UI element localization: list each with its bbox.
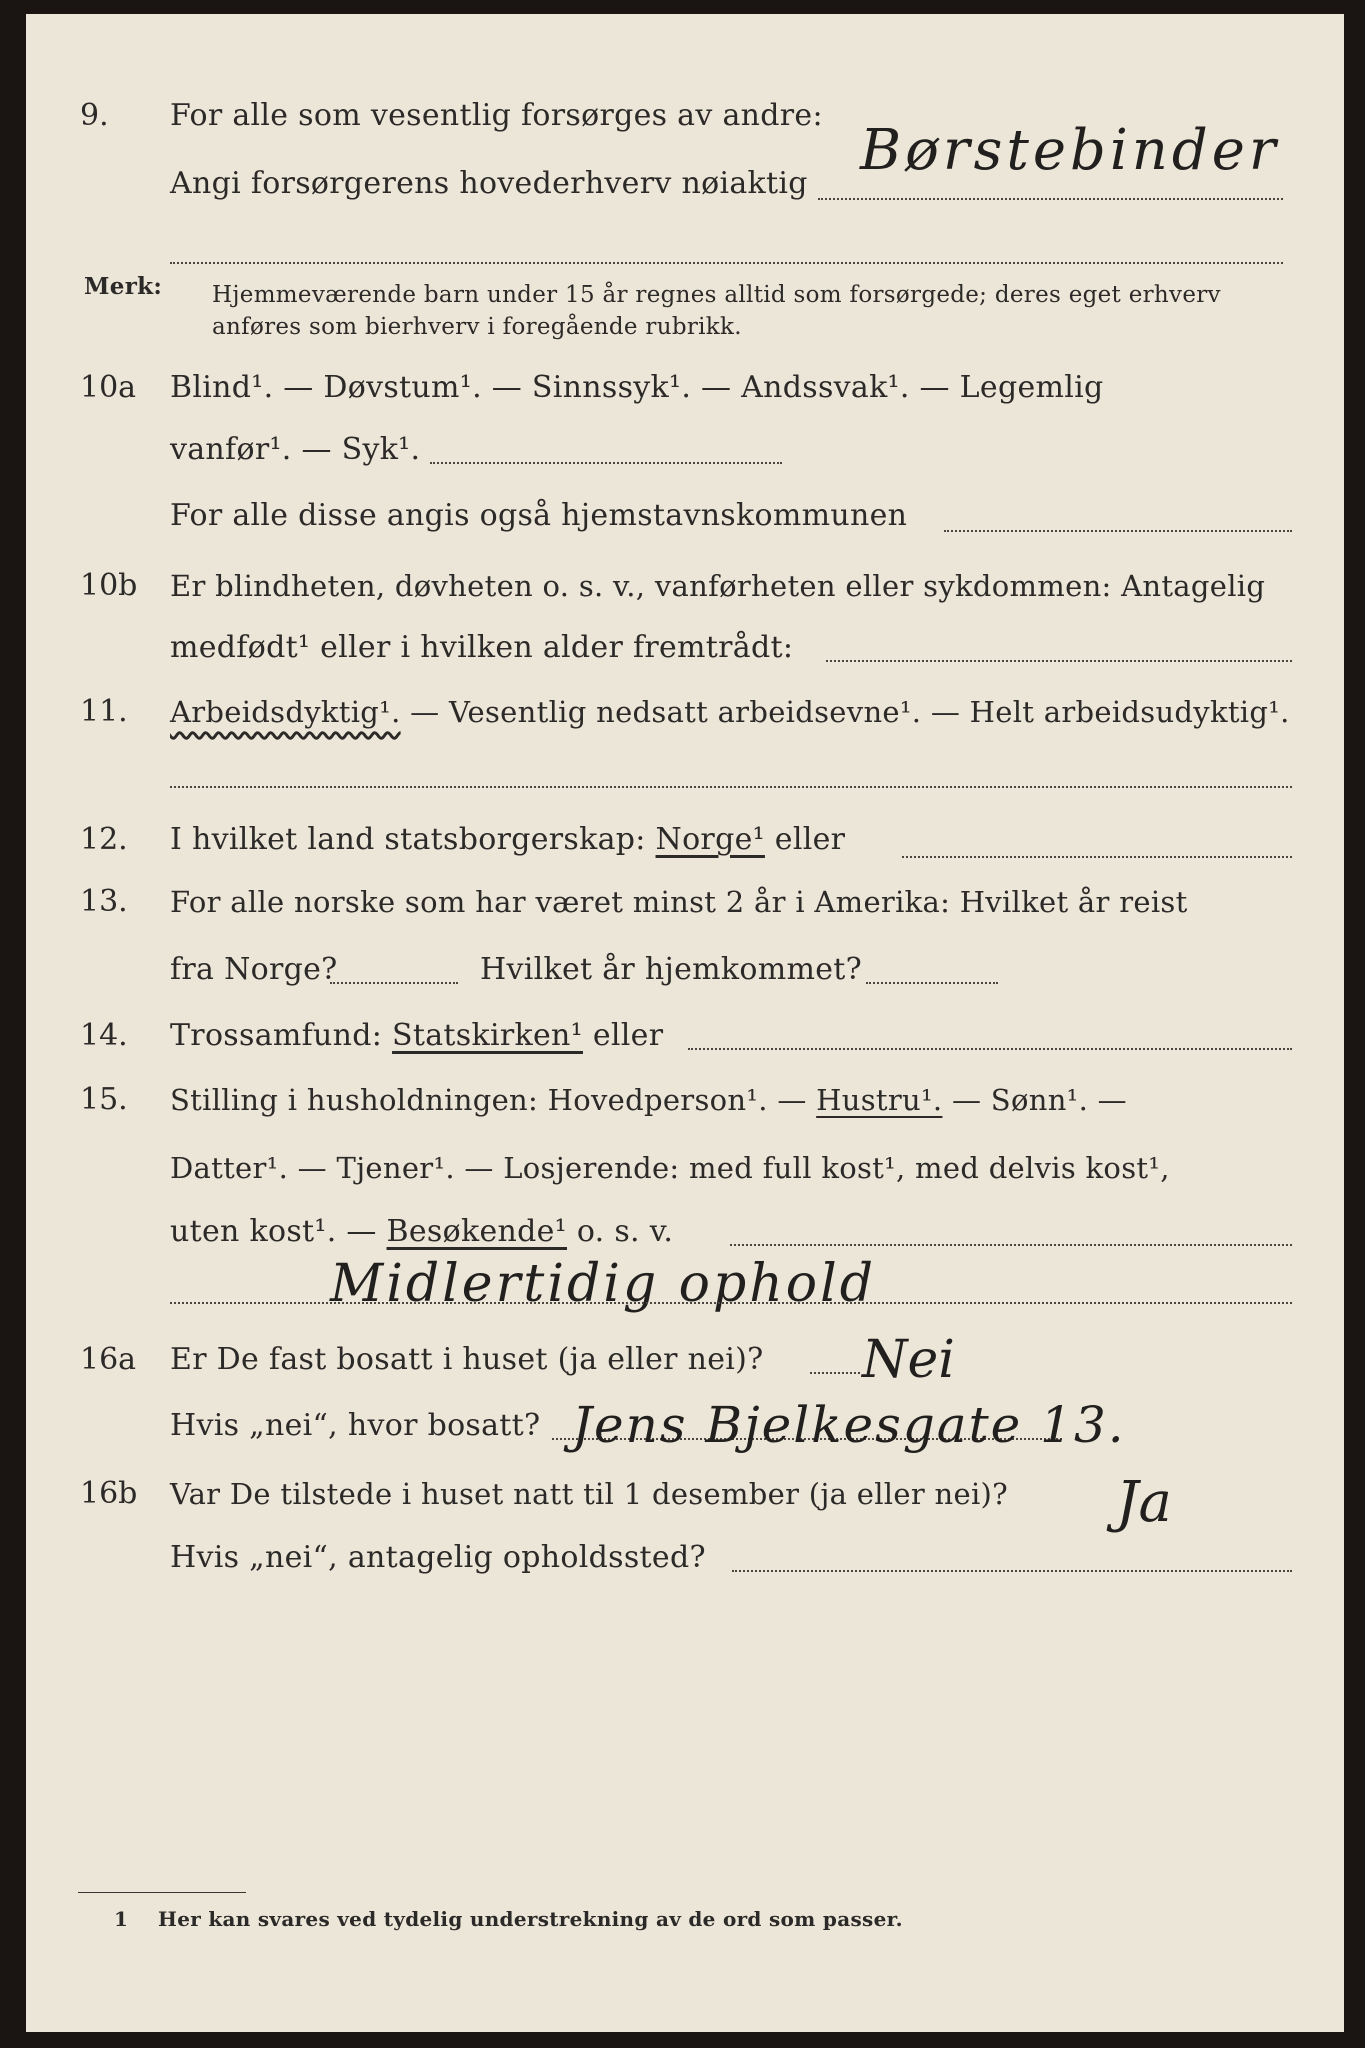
handwritten-answer: Børstebinder [860, 118, 1280, 183]
question-text: o. s. v. [567, 1214, 674, 1249]
question-number: 16a [80, 1342, 137, 1377]
answer-line [170, 1302, 1292, 1304]
question-text: eller [582, 1018, 664, 1053]
question-text: Blind¹. — Døvstum¹. — Sinnssyk¹. — Andssvak¹. — Legemlig [170, 370, 1104, 405]
footnote-text: Her kan svares ved tydelig understrekning av de ord som passer. [158, 1907, 903, 1931]
handwritten-answer: Midlertidig ophold [330, 1254, 876, 1314]
question-text [170, 1082, 1127, 1118]
answer-line [330, 982, 458, 984]
question-number: 10a [80, 370, 137, 405]
question-text: Hvis „nei“, hvor bosatt? [170, 1408, 541, 1443]
question-number: 9. [80, 98, 109, 133]
question-number: 15. [80, 1082, 128, 1117]
question-text [170, 694, 1290, 730]
question-text: vanfør¹. — Syk¹. [170, 432, 421, 467]
question-text: Var De tilstede i huset natt til 1 desember (ja eller nei)? [170, 1477, 1008, 1511]
question-text: For alle disse angis også hjemstavnskommunen [170, 498, 908, 533]
options-text: — Vesentlig nedsatt arbeidsevne¹. — Helt arbeidsudyktig¹. [400, 695, 1290, 729]
question-number: 12. [80, 822, 128, 857]
question-text: uten kost¹. — [170, 1214, 387, 1249]
selected-option: Norge¹ [655, 822, 765, 857]
answer-line [818, 198, 1283, 200]
question-number: 16b [80, 1476, 138, 1511]
footnote-mark: 1 [114, 1907, 129, 1931]
question-text: Datter¹. — Tjener¹. — Losjerende: med full kost¹, med delvis kost¹, [170, 1151, 1170, 1185]
question-text: Er De fast bosatt i huset (ja eller nei)? [170, 1342, 764, 1377]
handwritten-answer: Nei [862, 1330, 955, 1390]
selected-option: Besøkende¹ [386, 1214, 568, 1249]
answer-line [730, 1244, 1292, 1246]
answer-line [170, 262, 1283, 264]
handwritten-answer: Ja [1116, 1470, 1172, 1535]
question-number: 10b [80, 568, 138, 603]
note-text: anføres som bierhverv i foregående rubrikk. [212, 314, 742, 340]
question-text: Hvis „nei“, antagelig opholdssted? [170, 1540, 706, 1575]
note-label: Merk: [84, 273, 163, 300]
question-text: For alle norske som har været minst 2 år i Amerika: Hvilket år reist [170, 885, 1188, 919]
question-text: Hvilket år hjemkommet? [480, 952, 863, 987]
answer-line [430, 462, 782, 464]
answer-line [866, 982, 998, 984]
question-text: medfødt¹ eller i hvilken alder fremtrådt: [170, 630, 794, 665]
selected-option: Statskirken¹ [392, 1018, 583, 1053]
note-text: Hjemmeværende barn under 15 år regnes alltid som forsørgede; deres eget erhverv [212, 282, 1221, 308]
question-text: fra Norge? [170, 952, 338, 987]
question-text [170, 822, 845, 858]
footnote-rule [78, 1892, 246, 1893]
handwritten-answer: Jens Bjelkesgate 13. [572, 1396, 1126, 1454]
question-text: Er blindheten, døvheten o. s. v., vanførheten eller sykdommen: Antagelig [170, 569, 1266, 603]
question-number: 14. [80, 1018, 128, 1053]
answer-line [810, 1372, 860, 1374]
question-text: I hvilket land statsborgerskap: [170, 822, 656, 857]
question-number: 11. [80, 694, 128, 729]
answer-line [688, 1048, 1292, 1050]
question-text: Angi forsørgerens hovederhverv nøiaktig [170, 166, 808, 201]
answer-line [732, 1570, 1292, 1572]
answer-line [944, 530, 1292, 532]
answer-line [902, 856, 1292, 858]
question-text: Stilling i husholdningen: Hovedperson¹. — [170, 1083, 817, 1117]
question-text: Trossamfund: [170, 1018, 393, 1053]
answer-line [826, 660, 1292, 662]
question-text: eller [764, 822, 846, 857]
question-text [170, 1018, 663, 1054]
selected-option: Hustru¹. [816, 1083, 943, 1117]
question-text: — Sønn¹. — [942, 1083, 1127, 1117]
question-number: 13. [80, 884, 128, 919]
answer-line [170, 786, 1292, 788]
question-text: For alle som vesentlig forsørges av andre: [170, 98, 823, 133]
question-text [170, 1214, 673, 1250]
selected-option: Arbeidsdyktig¹. [170, 695, 401, 729]
